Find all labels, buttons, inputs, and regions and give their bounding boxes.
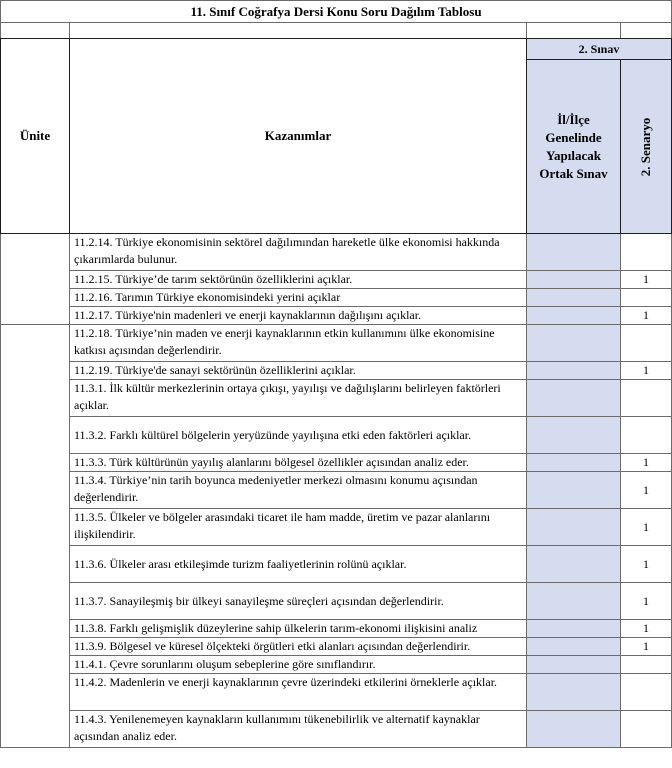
kazanim-cell: 11.2.16. Tarımın Türkiye ekonomisindeki yerini açıklar — [70, 289, 527, 307]
question-count-cell — [621, 289, 672, 307]
kazanimlar-header: Kazanımlar — [70, 39, 527, 234]
kazanim-cell: 11.2.14. Türkiye ekonomisinin sektörel dağılımından hareketle ülke ekonomisi hakkında çıkarımlarda bulunur. — [70, 234, 527, 271]
spacer-cell — [70, 23, 527, 39]
table-row — [1, 472, 672, 509]
ortak-sinav-cell — [527, 380, 621, 417]
kazanim-cell: 11.4.1. Çevre sorunlarını oluşum sebeplerine göre sınıflandırır. — [70, 656, 527, 674]
table-row — [1, 711, 672, 748]
kazanim-cell: 11.3.1. İlk kültür merkezlerinin ortaya çıkışı, yayılışı ve dağılışlarını belirleyen faktörleri açıklar. — [70, 380, 527, 417]
table-row — [1, 289, 672, 307]
question-count-cell: 1 — [621, 546, 672, 583]
kazanim-cell: 11.3.5. Ülkeler ve bölgeler arasındaki ticaret ile ham madde, üretim ve pazar alanlarını ilişkilendirir. — [70, 509, 527, 546]
spacer-row — [1, 23, 672, 39]
ortak-sinav-cell — [527, 417, 621, 454]
table-row — [1, 656, 672, 674]
spacer-cell — [1, 23, 70, 39]
question-count-cell: 1 — [621, 307, 672, 325]
table-row — [1, 362, 672, 380]
table-row — [1, 234, 672, 271]
question-count-cell: 1 — [621, 454, 672, 472]
table-row — [1, 583, 672, 620]
table-row — [1, 380, 672, 417]
ortak-sinav-cell — [527, 638, 621, 656]
unite-cell — [1, 325, 70, 748]
kazanim-cell: 11.3.9. Bölgesel ve küresel ölçekteki örgütleri etki alanları açısından değerlendirir. — [70, 638, 527, 656]
table-row — [1, 546, 672, 583]
kazanim-cell: 11.3.3. Türk kültürünün yayılış alanlarını bölgesel özellikler açısından analiz eder. — [70, 454, 527, 472]
ortak-sinav-cell — [527, 546, 621, 583]
table-row — [1, 271, 672, 289]
spacer-cell — [621, 23, 672, 39]
question-count-cell — [621, 417, 672, 454]
ortak-sinav-cell — [527, 711, 621, 748]
kazanim-cell: 11.3.8. Farklı gelişmişlik düzeylerine sahip ülkelerin tarım-ekonomi ilişkisini analiz — [70, 620, 527, 638]
title-row — [1, 1, 672, 23]
kazanim-cell: 11.3.4. Türkiye’nin tarih boyunca medeniyetler merkezi olmasını konumu açısından değerlendirir. — [70, 472, 527, 509]
question-count-cell: 1 — [621, 362, 672, 380]
kazanim-cell: 11.2.15. Türkiye’de tarım sektörünün özelliklerini açıklar. — [70, 271, 527, 289]
kazanim-cell: 11.3.2. Farklı kültürel bölgelerin yeryüzünde yayılışına etki eden faktörleri açıklar. — [70, 417, 527, 454]
question-count-cell — [621, 380, 672, 417]
table-row — [1, 417, 672, 454]
ortak-sinav-cell — [527, 674, 621, 711]
kazanim-cell: 11.2.19. Türkiye'de sanayi sektörünün özelliklerini açıklar. — [70, 362, 527, 380]
question-count-cell: 1 — [621, 509, 672, 546]
table-row — [1, 674, 672, 711]
ortak-sinav-cell — [527, 509, 621, 546]
kazanim-cell: 11.2.18. Türkiye’nin maden ve enerji kaynaklarının etkin kullanımını ülke ekonomisine katkısı açısından değerlendirir. — [70, 325, 527, 362]
ortak-sinav-cell — [527, 454, 621, 472]
question-count-cell — [621, 711, 672, 748]
senaryo-label: 2. Senaryo — [638, 117, 653, 176]
question-count-cell: 1 — [621, 620, 672, 638]
ortak-sinav-cell — [527, 234, 621, 271]
ortak-sinav-header: İl/İlçe Genelinde Yapılacak Ortak Sınav — [527, 60, 621, 234]
question-count-cell: 1 — [621, 583, 672, 620]
table-row — [1, 620, 672, 638]
question-count-cell: 1 — [621, 271, 672, 289]
question-count-cell — [621, 234, 672, 271]
ortak-sinav-cell — [527, 289, 621, 307]
table-row — [1, 307, 672, 325]
ortak-sinav-cell — [527, 656, 621, 674]
question-count-cell — [621, 325, 672, 362]
unite-cell — [1, 234, 70, 325]
ortak-sinav-cell — [527, 362, 621, 380]
spacer-cell — [527, 23, 621, 39]
ortak-sinav-cell — [527, 620, 621, 638]
question-count-cell — [621, 656, 672, 674]
question-count-cell: 1 — [621, 472, 672, 509]
table-row — [1, 509, 672, 546]
senaryo-header — [621, 60, 672, 234]
ortak-sinav-cell — [527, 271, 621, 289]
ortak-sinav-cell — [527, 307, 621, 325]
ortak-sinav-cell — [527, 472, 621, 509]
header-row-1 — [1, 39, 672, 60]
sinav-header: 2. Sınav — [527, 39, 672, 60]
ortak-sinav-cell — [527, 583, 621, 620]
unite-header: Ünite — [1, 39, 70, 234]
kazanim-cell: 11.3.7. Sanayileşmiş bir ülkeyi sanayileşme süreçleri açısından değerlendirir. — [70, 583, 527, 620]
table-title: 11. Sınıf Coğrafya Dersi Konu Soru Dağılım Tablosu — [1, 1, 672, 23]
table-row — [1, 325, 672, 362]
kazanim-cell: 11.4.3. Yenilenemeyen kaynakların kullanımını tükenebilirlik ve alternatif kaynaklar açısından analiz eder. — [70, 711, 527, 748]
table-row — [1, 638, 672, 656]
kazanim-cell: 11.2.17. Türkiye'nin madenleri ve enerji kaynaklarının dağılışını açıklar. — [70, 307, 527, 325]
question-count-cell — [621, 674, 672, 711]
table-row — [1, 454, 672, 472]
ortak-sinav-cell — [527, 325, 621, 362]
question-count-cell: 1 — [621, 638, 672, 656]
kazanim-cell: 11.3.6. Ülkeler arası etkileşimde turizm faaliyetlerinin rolünü açıklar. — [70, 546, 527, 583]
kazanim-cell: 11.4.2. Madenlerin ve enerji kaynaklarının çevre üzerindeki etkilerini örneklerle açıklar. — [70, 674, 527, 711]
